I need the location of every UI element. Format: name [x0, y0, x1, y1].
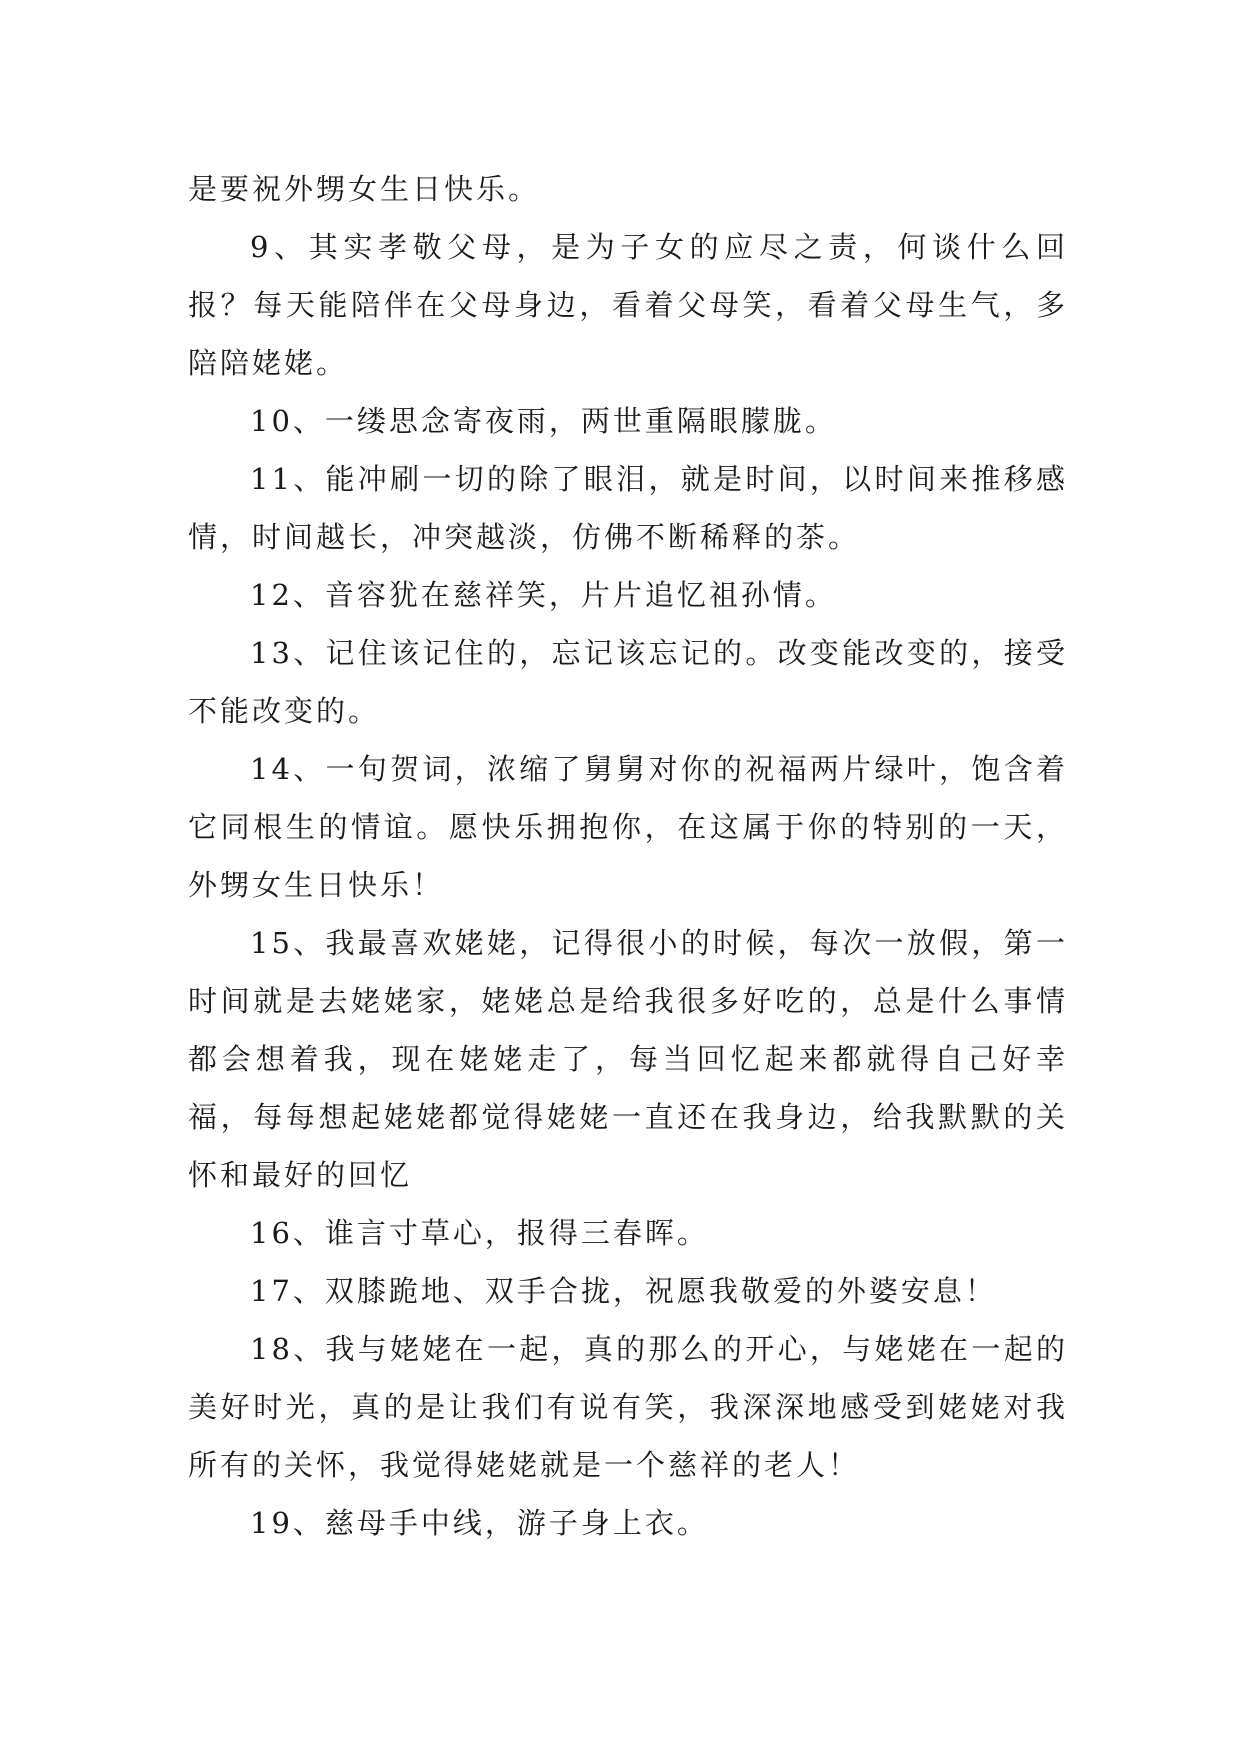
- paragraph-item-18: 18、我与姥姥在一起，真的那么的开心，与姥姥在一起的美好时光，真的是让我们有说有笑，我深深地感受到姥姥对我所有的关怀，我觉得姥姥就是一个慈祥的老人！: [188, 1332, 1068, 1482]
- paragraph-item-15: 15、我最喜欢姥姥，记得很小的时候，每次一放假，第一时间就是去姥姥家，姥姥总是给我很多好吃的，总是什么事情都会想着我，现在姥姥走了，每当回忆起来都就得自己好幸福，每每想起姥姥都觉得姥姥一直还在我身边，给我默默的关怀和最好的回忆: [188, 926, 1068, 1192]
- document-body: [188, 160, 1068, 1552]
- paragraph-item-12: 12、音容犹在慈祥笑，片片追忆祖孙情。: [250, 578, 837, 612]
- paragraph-item-10: 10、一缕思念寄夜雨，两世重隔眼朦胧。: [250, 404, 837, 438]
- paragraph-item-13: 13、记住该记住的，忘记该忘记的。改变能改变的，接受不能改变的。: [188, 636, 1068, 728]
- paragraph-item-19: 19、慈母手中线，游子身上衣。: [250, 1506, 709, 1540]
- paragraph-item-14: 14、一句贺词，浓缩了舅舅对你的祝福两片绿叶，饱含着它同根生的情谊。愿快乐拥抱你，在这属于你的特别的一天，外甥女生日快乐！: [188, 752, 1068, 902]
- paragraph-item-11: 11、能冲刷一切的除了眼泪，就是时间，以时间来推移感情，时间越长，冲突越淡，仿佛不断稀释的茶。: [188, 462, 1068, 554]
- paragraph-item-9: 9、其实孝敬父母，是为子女的应尽之责，何谈什么回报？每天能陪伴在父母身边，看着父母笑，看着父母生气，多陪陪姥姥。: [188, 230, 1068, 380]
- paragraph-continuation: 是要祝外甥女生日快乐。: [188, 172, 541, 206]
- paragraph-item-16: 16、谁言寸草心，报得三春晖。: [250, 1216, 709, 1250]
- paragraph-item-17: 17、双膝跪地、双手合拢，祝愿我敬爱的外婆安息！: [250, 1274, 997, 1308]
